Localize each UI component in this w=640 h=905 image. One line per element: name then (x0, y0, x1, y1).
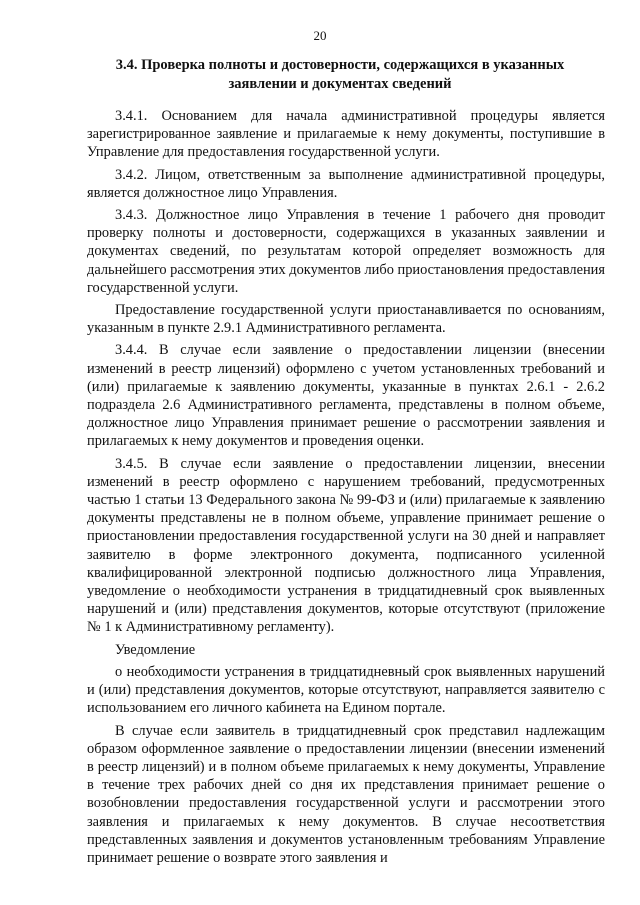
paragraph-suspension-grounds: Предоставление государственной услуги приостанавливается по основаниям, указанным в пункте 2.9.1 Административного регламента. (87, 302, 605, 337)
paragraph-notification-body: о необходимости устранения в тридцатидневный срок выявленных нарушений и (или) представления документов, которые отсутствуют, направляется заявителю с использованием его личного кабинета на Едином портале. (87, 663, 605, 717)
paragraph-3-4-2: 3.4.2. Лицом, ответственным за выполнение административной процедуры, является должностное лицо Управления. (87, 166, 605, 201)
paragraph-3-4-4: 3.4.4. В случае если заявление о предоставлении лицензии (внесении изменений в реестр лицензий) оформлено с учетом установленных требований и (или) прилагаемые к заявлению документы, указанные в пунктах 2.6.1 - 2.6.2 подраздела 2.6 Административного регламента, представлены в полном объеме, должностное лицо Управления принимает решение о рассмотрении заявления и прилагаемых к нему документов и проведения оценки. (87, 342, 605, 450)
page-number: 20 (313, 28, 327, 43)
document-body (87, 107, 605, 867)
section-heading: 3.4. Проверка полноты и достоверности, содержащихся в указанных заявлении и документах сведений (115, 57, 565, 92)
paragraph-3-4-1: 3.4.1. Основанием для начала административной процедуры является зарегистрированное заявление и прилагаемые к нему документы, поступившие в Управление для предоставления государственной услуги. (87, 108, 605, 161)
paragraph-3-4-3: 3.4.3. Должностное лицо Управления в течение 1 рабочего дня проводит проверку полноты и достоверности, содержащихся в указанных заявлении и документах сведений, по результатам которой определяет возможность для дальнейшего рассмотрения этих документов либо приостановления предоставления государственной услуги. (87, 207, 605, 296)
paragraph-3-4-5: 3.4.5. В случае если заявление о предоставлении лицензии, внесении изменений в реестр оформлено с нарушением требований, предусмотренных частью 1 статьи 13 Федерального закона № 99-ФЗ и (или) прилагаемые к заявлению документы представлены не в полном объеме, управление принимает решение о приостановлении предоставления государственной услуги на 30 дней и направляет заявителю в форме электронного документа, подписанного усиленной квалифицированной электронной подписью должностного лица Управления, уведомление о необходимости устранения в тридцатидневный срок выявленных нарушений и (или) представления документов, которые отсутствуют (приложение № 1 к Административному регламенту). (87, 455, 605, 636)
paragraph-resubmission: В случае если заявитель в тридцатидневный срок представил надлежащим образом оформленное заявление о предоставлении лицензии (внесении изменений в реестр лицензий) и в полном объеме прилагаемых к нему документы, Управление в течение трех рабочих дней со дня их представления принимает решение о возобновлении предоставления государственной услуги и рассмотрении этого заявления и прилагаемых к нему документов. В случае несоответствия представленных заявления и документов установленным требованиям Управление принимает решение о возврате этого заявления и (87, 722, 605, 866)
paragraph-notification-label: Уведомление (115, 641, 196, 658)
